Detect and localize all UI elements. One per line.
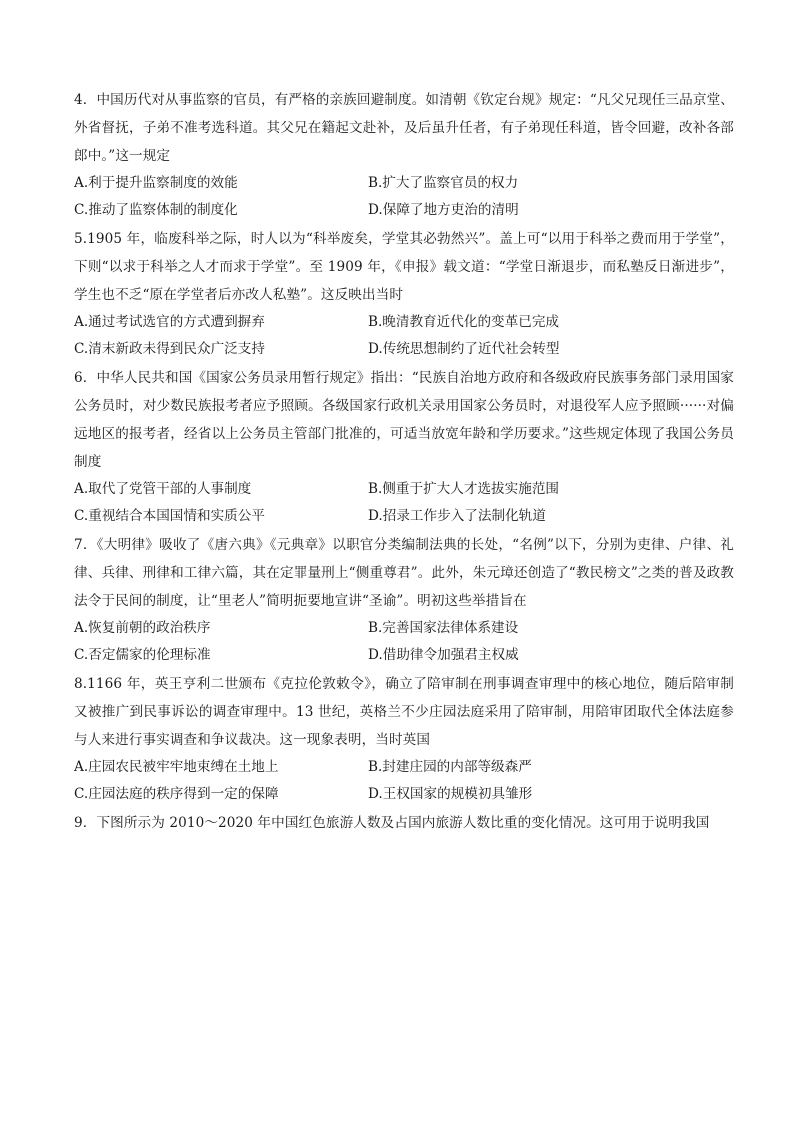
options-grid bbox=[74, 754, 734, 808]
question-9 bbox=[74, 809, 734, 837]
question-5 bbox=[74, 225, 734, 363]
option-b: B.完善国家法律体系建设 bbox=[368, 620, 519, 636]
options-grid bbox=[74, 170, 734, 224]
option-d: D.招录工作步入了法制化轨道 bbox=[368, 508, 546, 524]
options-grid bbox=[74, 615, 734, 669]
option-c: C.推动了监察体制的制度化 bbox=[74, 202, 238, 218]
options-grid bbox=[74, 309, 734, 363]
option-b: B.晚清教育近代化的变革已完成 bbox=[368, 314, 560, 330]
question-6 bbox=[74, 364, 734, 530]
option-a: A.取代了党管干部的人事制度 bbox=[74, 481, 252, 497]
question-4 bbox=[74, 86, 734, 224]
option-c: C.庄园法庭的秩序得到一定的保障 bbox=[74, 786, 279, 802]
options-grid bbox=[74, 476, 734, 530]
option-a: A.利于提升监察制度的效能 bbox=[74, 175, 238, 191]
question-stem: 9．下图所示为 2010～2020 年中国红色旅游人数及占国内旅游人数比重的变化情况。这可用于说明我国 bbox=[74, 815, 710, 831]
option-b: B.扩大了监察官员的权力 bbox=[368, 175, 519, 191]
option-a: A.庄园农民被牢牢地束缚在土地上 bbox=[74, 759, 279, 775]
option-c: C.否定儒家的伦理标准 bbox=[74, 647, 211, 663]
option-b: B.封建庄园的内部等级森严 bbox=[368, 759, 532, 775]
question-7 bbox=[74, 531, 734, 669]
option-a: A.恢复前朝的政治秩序 bbox=[74, 620, 211, 636]
option-d: D.保障了地方吏治的清明 bbox=[368, 202, 519, 218]
option-d: D.传统思想制约了近代社会转型 bbox=[368, 341, 560, 357]
option-b: B.侧重于扩大人才选拔实施范围 bbox=[368, 481, 560, 497]
exam-page bbox=[74, 86, 734, 837]
option-a: A.通过考试选官的方式遭到摒弃 bbox=[74, 314, 265, 330]
option-d: D.借助律令加强君主权威 bbox=[368, 647, 519, 663]
option-c: C.清末新政未得到民众广泛支持 bbox=[74, 341, 265, 357]
question-stem: 5.1905 年，临废科举之际，时人以为“科举废矣，学堂其必勃然兴”。盖上可“以用于科举之费而用于学堂”，下则“以求于科举之人才而求于学堂”。至 1909 年，《申报》载文道：“学堂日渐退步，而私塾反日渐进步”，学生也不乏“原在学堂者后亦改人私塾”。这反映出当时 bbox=[74, 231, 734, 303]
question-stem: 8.1166 年，英王亨利二世颁布《克拉伦敦敕令》，确立了陪审制在刑事调查审理中的核心地位，随后陪审制又被推广到民事诉讼的调查审理中。13 世纪，英格兰不少庄园法庭采用了陪审制，用陪审团取代全体法庭参与人来进行事实调查和争议裁决。这一现象表明，当时英国 bbox=[74, 676, 734, 748]
question-stem: 4．中国历代对从事监察的官员，有严格的亲族回避制度。如清朝《钦定台规》规定：“凡父兄现任三品京堂、外省督抚，子弟不准考选科道。其父兄在籍起文赴补，及后虽升任者，有子弟现任科道，皆令回避，改补各部郎中。”这一规定 bbox=[74, 92, 734, 164]
question-stem: 6．中华人民共和国《国家公务员录用暂行规定》指出：“民族自治地方政府和各级政府民族事务部门录用国家公务员时，对少数民族报考者应予照顾。各级国家行政机关录用国家公务员时，对退役军人应予照顾······对偏远地区的报考者，经省以上公务员主管部门批准的，可适当放宽年龄和学历要求。”这些规定体现了我国公务员制度 bbox=[74, 370, 734, 470]
question-8 bbox=[74, 670, 734, 808]
option-d: D.王权国家的规模初具雏形 bbox=[368, 786, 533, 802]
question-stem: 7．《大明律》吸收了《唐六典》《元典章》以职官分类编制法典的长处，“名例”以下，分别为吏律、户律、礼律、兵律、刑律和工律六篇，其在定罪量刑上“侧重尊君”。此外，朱元璋还创造了“教民榜文”之类的普及政教法令于民间的制度，让“里老人”简明扼要地宣讲“圣谕”。明初这些举措旨在 bbox=[74, 537, 734, 609]
option-c: C.重视结合本国国情和实质公平 bbox=[74, 508, 265, 524]
